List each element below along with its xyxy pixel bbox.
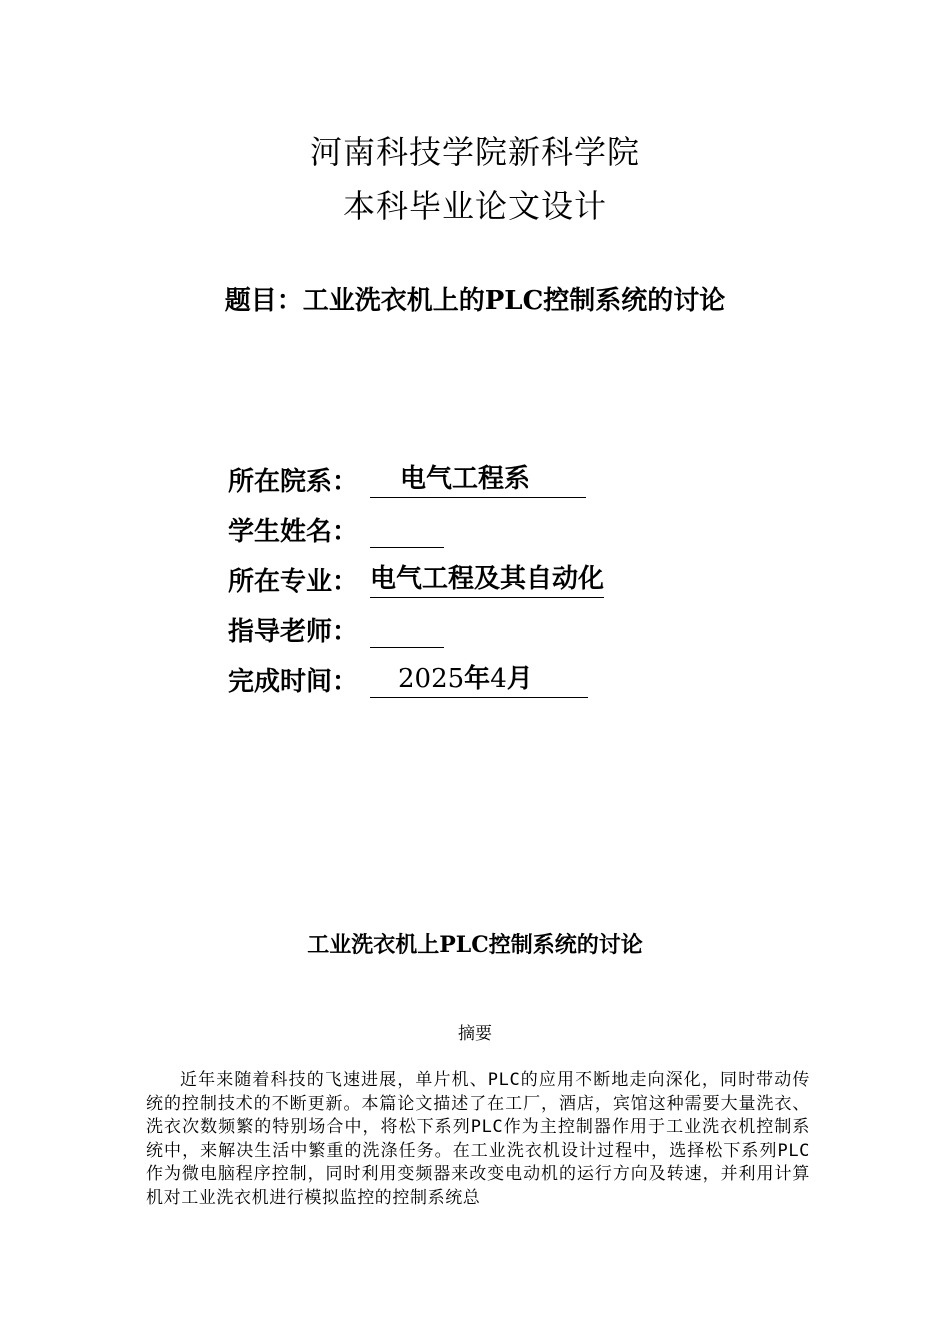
degree-title: 本科毕业论文设计 [342, 187, 607, 225]
date-value [370, 661, 588, 698]
date-month: 4 [490, 664, 507, 694]
info-row-advisor [228, 602, 604, 652]
advisor-label: 指导老师： [228, 617, 359, 647]
info-row-major [228, 552, 604, 602]
major-label: 所在专业： [228, 567, 359, 597]
abstract-body: 近年来随着科技的飞速进展，单片机、PLC的应用不断地走向深化，同时带动传统的控制技术的不断更新。本篇论文描述了在工厂，酒店，宾馆这种需要大量洗衣、洗衣次数频繁的特别场合中，将松下系列PLC作为主控制器作用于工业洗衣机控制系统中，来解决生活中繁重的洗涤任务。在工业洗衣机设计过程中，选择松下系列PLC作为微电脑程序控制，同时利用变频器来改变电动机的运行方向及转速，并利用计算机对工业洗衣机进行模拟监控的控制系统总 [146, 1070, 810, 1208]
info-row-date [228, 652, 604, 702]
student-value [370, 512, 444, 548]
thesis-topic: 题目：工业洗衣机上的PLC控制系统的讨论 [224, 286, 726, 316]
date-year: 2025 [398, 664, 465, 694]
info-row-student [228, 502, 604, 552]
dept-value: 电气工程系 [370, 461, 586, 498]
info-row-dept [228, 452, 604, 502]
university-name: 河南科技学院新科学院 [309, 133, 640, 171]
cover-info-block [228, 452, 604, 702]
abstract-heading: 摘要 [458, 1024, 492, 1044]
date-label: 完成时间： [228, 667, 359, 697]
dept-label: 所在院系： [228, 467, 359, 497]
date-month-char: 月 [506, 664, 533, 694]
date-year-char: 年 [464, 664, 491, 694]
student-label: 学生姓名： [228, 517, 359, 547]
advisor-value [370, 612, 444, 648]
abstract-title: 工业洗衣机上PLC控制系统的讨论 [307, 932, 643, 958]
major-value: 电气工程及其自动化 [370, 561, 604, 598]
